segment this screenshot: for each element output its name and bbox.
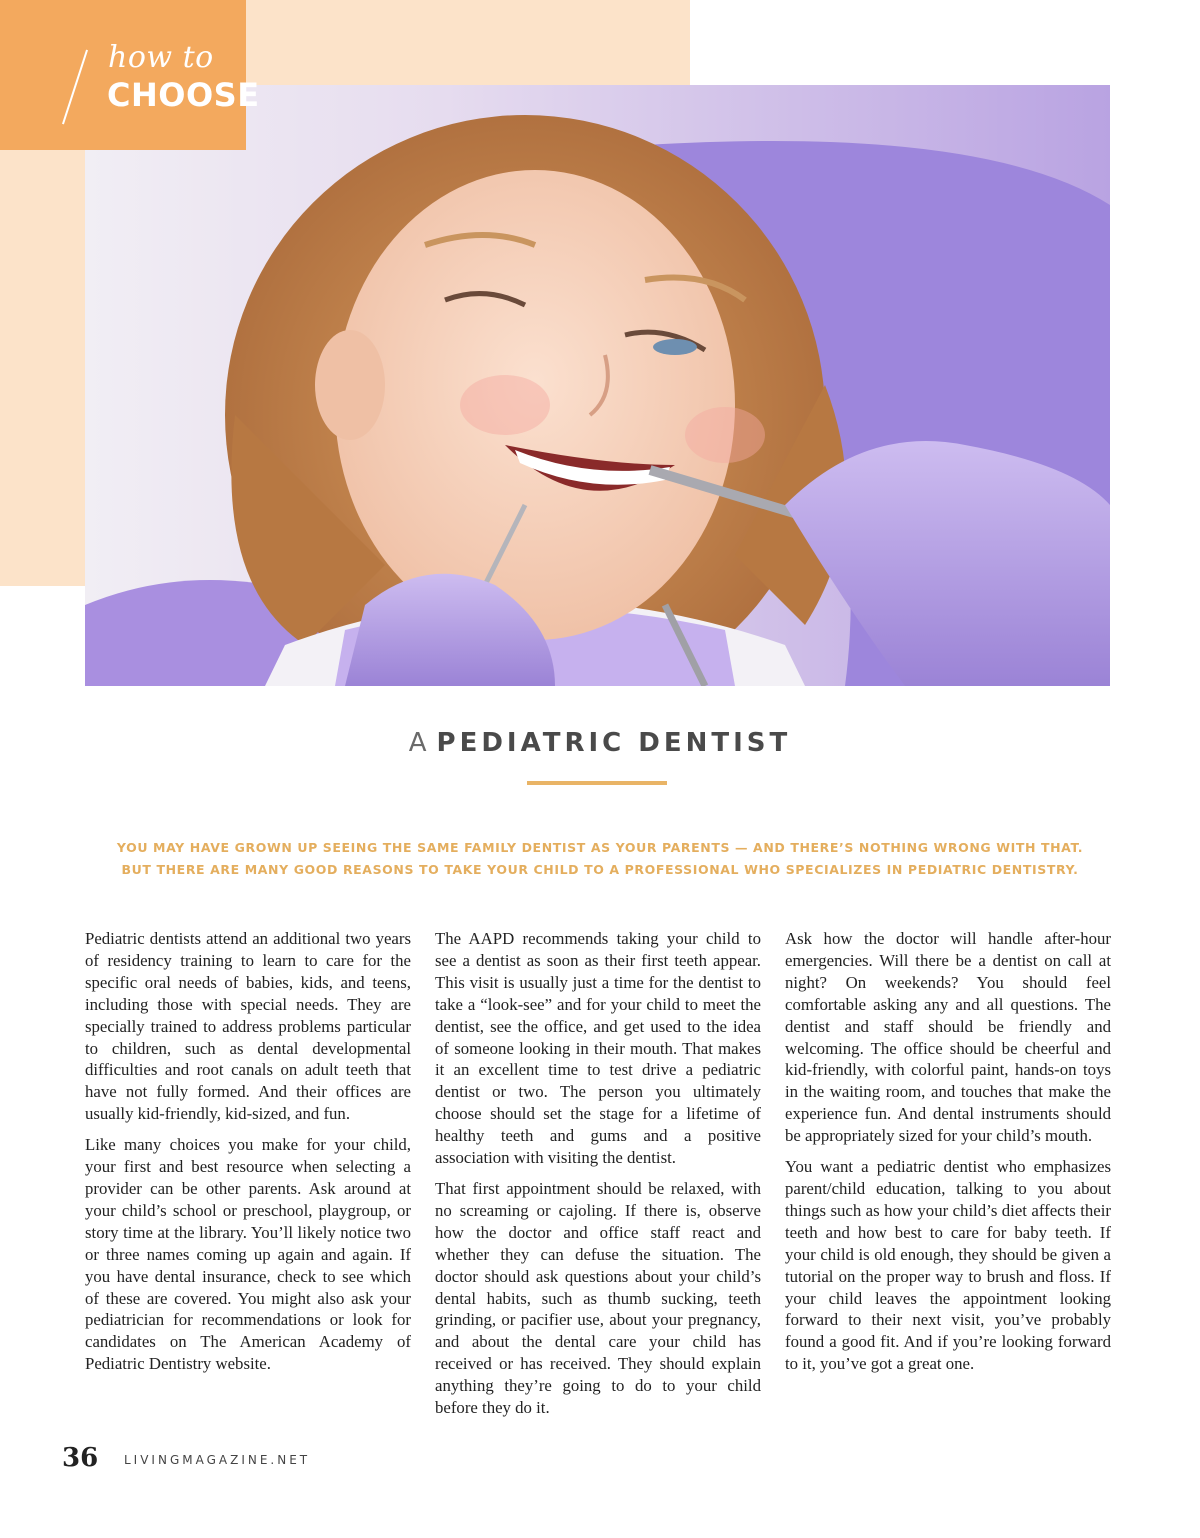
section-tag — [0, 0, 260, 150]
paragraph: Pediatric dentists attend an additional two years of residency training to learn to care for the specific oral needs of babies, kids, and teens, including those with special needs. They are specially trained to address problems particular to children, such as dental developmental difficulties and root canals on adult teeth that have not fully formed. And their offices are usually kid-friendly, kid-sized, and fun. — [85, 929, 411, 1124]
child-dental-checkup-photo — [85, 85, 1110, 686]
body-column-2 — [435, 928, 761, 1428]
section-tag-line1: how to — [108, 40, 214, 75]
headline-divider — [527, 781, 667, 785]
article-headline — [0, 728, 1200, 758]
paragraph: Like many choices you make for your child, your first and best resource when selecting a provider can be other parents. Ask around at your child’s school or preschool, playgroup, or story time at the library. You’ll likely notice two or three names coming up again and again. If you have dental insurance, check to see which of these are covered. You might also ask your pediatrician for recommendations or look for candidates on The American Academy of Pediatric Dentistry website. — [85, 1135, 411, 1374]
deck-line-1: YOU MAY HAVE GROWN UP SEEING THE SAME FAMILY DENTIST AS YOUR PARENTS — AND THERE’S NOTHING WRONG WITH THAT. — [116, 840, 1084, 855]
site-url: LIVINGMAGAZINE.NET — [124, 1453, 311, 1467]
article-deck — [90, 837, 1110, 881]
paragraph: That first appointment should be relaxed, with no screaming or cajoling. If there is, observe how the doctor and office staff react and whether they can defuse the situation. The doctor should ask questions about your child’s dental habits, such as thumb sucking, teeth grinding, or pacifier use, about your pregnancy, and about the dental care your child has received or has received. They should explain anything they’re going to do to your child before they do it. — [435, 1178, 761, 1418]
slash-divider — [62, 50, 88, 125]
deck-line-2: BUT THERE ARE MANY GOOD REASONS TO TAKE YOUR CHILD TO A PROFESSIONAL WHO SPECIALIZES IN PEDIATRIC DENTISTRY. — [121, 862, 1079, 877]
headline-prefix: A — [408, 728, 431, 758]
body-column-1 — [85, 928, 411, 1384]
paragraph: The AAPD recommends taking your child to see a dentist as soon as their first teeth appear. This visit is usually just a time for the dentist to take a “look-see” and for your child to meet the dentist, see the office, and get used to the idea of someone looking in their mouth. That makes it an excellent time to test drive a pediatric dentist or two. The person you ultimately choose should set the stage for a lifetime of healthy teeth and gums and a positive association with visiting the dentist. — [435, 929, 761, 1168]
page-number: 36 — [62, 1443, 99, 1473]
body-column-3 — [785, 928, 1111, 1384]
paragraph: Ask how the doctor will handle after-hour emergencies. Will there be a dentist on call at night? On weekends? You should feel comfortable asking any and all questions. The dentist and staff should be friendly and welcoming. The office should be cheerful and kid-friendly, with colorful paint, hands-on toys in the waiting room, and touches that make the experience fun. And dental instruments should be appropriately sized for your child’s mouth. — [785, 929, 1111, 1146]
section-tag-line2: CHOOSE — [107, 76, 260, 114]
paragraph: You want a pediatric dentist who emphasizes parent/child education, talking to you about things such as how your child’s diet affects their teeth and how best to care for baby teeth. If your child is old enough, they should be given a tutorial on the proper way to brush and floss. If your child leaves the appointment looking forward to their next visit, you’ve probably found a good fit. And if you’re looking forward to it, you’ve got a great one. — [785, 1157, 1111, 1374]
headline-main: PEDIATRIC DENTIST — [436, 728, 792, 758]
